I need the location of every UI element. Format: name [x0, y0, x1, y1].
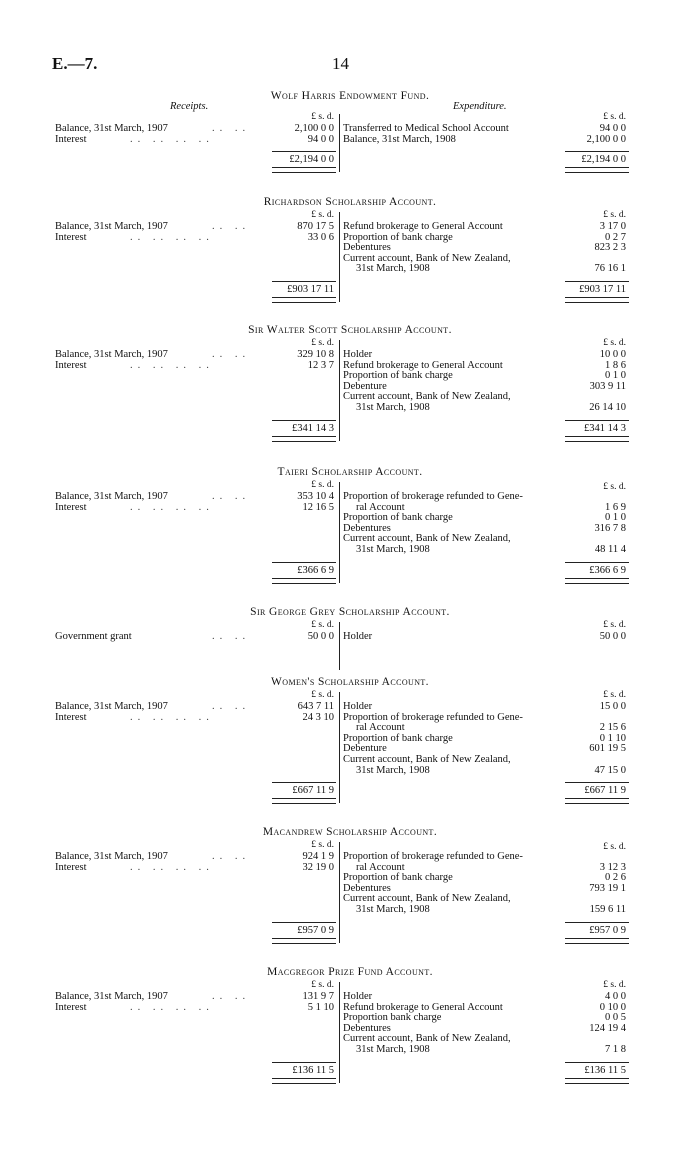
subtotal-rule	[565, 782, 629, 783]
column-divider	[339, 622, 340, 670]
receipts-total: £341 14 3	[292, 422, 334, 434]
section-title	[0, 826, 700, 838]
expenditure-label: Refund brokerage to General Account	[343, 359, 503, 371]
expenditure-label: Proportion of brokerage refunded to Gene-	[343, 711, 523, 723]
total-double-rule	[272, 436, 336, 442]
column-divider	[339, 842, 340, 943]
column-divider	[339, 340, 340, 441]
currency-header-expenditure: £ s. d.	[603, 620, 626, 630]
expenditure-amount: 316 7 8	[594, 522, 626, 534]
expenditure-amount: 0 10 0	[599, 1001, 626, 1013]
receipt-label: Balance, 31st March, 1907	[55, 221, 168, 232]
column-divider	[339, 692, 340, 803]
receipts-heading: Receipts.	[170, 101, 209, 112]
currency-header-receipts: £ s. d.	[311, 112, 334, 122]
expenditure-amount: 7 1 8	[605, 1044, 626, 1055]
receipts-total: £2,194 0 0	[289, 154, 334, 166]
leader-dots: .. ..	[212, 491, 251, 502]
expenditure-label: 31st March, 1908	[356, 1044, 430, 1055]
expenditure-label: 31st March, 1908	[356, 904, 430, 915]
leader-dots: .. ..	[212, 349, 251, 360]
expenditure-label: Holder	[343, 991, 373, 1002]
expenditure-label: Holder	[343, 349, 373, 360]
subtotal-rule	[565, 922, 629, 923]
expenditure-label: 31st March, 1908	[356, 263, 430, 275]
total-double-rule	[272, 578, 336, 584]
total-double-rule	[272, 938, 336, 944]
currency-header-expenditure: £ s. d.	[603, 112, 626, 122]
receipt-amount: 5 1 10	[307, 1001, 334, 1013]
expenditure-label: ral Account	[356, 501, 405, 513]
column-divider	[339, 212, 340, 302]
account-section	[0, 90, 700, 166]
receipt-label: Balance, 31st March, 1907	[55, 349, 168, 360]
section-title-text: Sir Walter Scott Scholarship Account.	[248, 324, 452, 336]
receipt-amount: 329 10 8	[297, 349, 334, 360]
expenditure-label: Debenture	[343, 743, 387, 755]
expenditure-amount: 0 0 5	[605, 1012, 626, 1024]
currency-header-receipts: £ s. d.	[311, 980, 334, 990]
account-section	[0, 466, 700, 576]
expenditure-label: Current account, Bank of New Zealand,	[343, 893, 511, 905]
expenditure-label: Proportion of bank charge	[343, 370, 453, 382]
currency-header-receipts: £ s. d.	[311, 210, 334, 220]
expenditure-amount: 793 19 1	[589, 882, 626, 894]
receipt-amount: 12 16 5	[302, 501, 334, 513]
expenditure-amount: 601 19 5	[589, 743, 626, 755]
expenditure-total: £366 6 9	[589, 564, 626, 576]
expenditure-amount: 0 1 0	[605, 370, 626, 382]
expenditure-label: Proportion bank charge	[343, 1012, 442, 1024]
expenditure-label: Transferred to Medical School Account	[343, 123, 509, 134]
currency-header-receipts: £ s. d.	[311, 840, 334, 850]
expenditure-label: Debentures	[343, 522, 391, 534]
expenditure-label: Current account, Bank of New Zealand,	[343, 252, 511, 264]
currency-header-expenditure: £ s. d.	[603, 210, 626, 220]
expenditure-amount: 1 8 6	[605, 359, 626, 371]
expenditure-label: Proportion of bank charge	[343, 732, 453, 744]
leader-dots: .. ..	[212, 991, 251, 1002]
expenditure-amount: 47 15 0	[594, 764, 626, 776]
receipt-label: Balance, 31st March, 1907	[55, 491, 168, 502]
subtotal-rule	[565, 1062, 629, 1063]
expenditure-total: £957 0 9	[589, 924, 626, 936]
receipt-amount: 643 7 11	[297, 701, 334, 712]
expenditure-label: Refund brokerage to General Account	[343, 221, 503, 232]
receipt-amount: 33 0 6	[307, 231, 334, 243]
leader-dots: .. .. .. ..	[130, 359, 214, 371]
section-title-text: Taieri Scholarship Account.	[277, 466, 423, 478]
receipts-total: £903 17 11	[287, 284, 334, 295]
expenditure-total: £136 11 5	[584, 1064, 626, 1076]
subtotal-rule	[565, 420, 629, 421]
expenditure-amount: 26 14 10	[589, 402, 626, 413]
expenditure-label: Debentures	[343, 882, 391, 894]
expenditure-amount: 3 12 3	[599, 861, 626, 873]
section-title-text: Women's Scholarship Account.	[271, 676, 429, 688]
total-double-rule	[565, 798, 629, 804]
column-divider	[339, 982, 340, 1083]
expenditure-total: £903 17 11	[579, 284, 626, 295]
expenditure-label: Current account, Bank of New Zealand,	[343, 391, 511, 403]
total-double-rule	[565, 578, 629, 584]
receipt-amount: 32 19 0	[302, 861, 334, 873]
expenditure-label: Proportion of brokerage refunded to Gene-	[343, 491, 523, 502]
section-title-text: Sir George Grey Scholarship Account.	[250, 606, 450, 618]
receipt-label: Balance, 31st March, 1907	[55, 123, 168, 134]
expenditure-label: Current account, Bank of New Zealand,	[343, 533, 511, 545]
subtotal-rule	[272, 420, 336, 421]
expenditure-label: Debentures	[343, 1022, 391, 1034]
account-section	[0, 196, 700, 295]
receipt-label: Balance, 31st March, 1907	[55, 851, 168, 862]
expenditure-amount: 0 1 10	[599, 732, 626, 744]
expenditure-total: £667 11 9	[584, 785, 626, 797]
expenditure-amount: 0 2 7	[605, 231, 626, 243]
section-title	[0, 966, 700, 978]
subtotal-rule	[565, 562, 629, 563]
subtotal-rule	[272, 922, 336, 923]
expenditure-amount: 4 0 0	[605, 991, 626, 1002]
subtotal-rule	[272, 281, 336, 282]
expenditure-label: 31st March, 1908	[356, 544, 430, 555]
total-double-rule	[565, 1078, 629, 1084]
account-section	[0, 826, 700, 936]
subtotal-rule	[272, 562, 336, 563]
expenditure-amount: 1 6 9	[605, 501, 626, 513]
account-section	[0, 324, 700, 434]
column-divider	[339, 482, 340, 583]
section-title-text: Macgregor Prize Fund Account.	[267, 966, 433, 978]
leader-dots: .. .. .. ..	[130, 501, 214, 513]
receipt-amount: 2,100 0 0	[294, 123, 334, 134]
expenditure-amount: 303 9 11	[589, 380, 626, 392]
currency-header-expenditure: £ s. d.	[603, 338, 626, 348]
receipt-amount: 131 9 7	[302, 991, 334, 1002]
expenditure-label: Proportion of brokerage refunded to Gene-	[343, 851, 523, 862]
expenditure-amount: 159 6 11	[589, 904, 626, 915]
currency-header-expenditure: £ s. d.	[603, 690, 626, 700]
leader-dots: .. .. .. ..	[130, 133, 214, 145]
receipt-label: Interest	[55, 861, 87, 873]
receipts-total: £366 6 9	[297, 564, 334, 576]
expenditure-label: Debentures	[343, 242, 391, 254]
expenditure-amount: 0 2 6	[605, 872, 626, 884]
account-section	[0, 676, 700, 797]
currency-header-expenditure: £ s. d.	[603, 842, 626, 852]
currency-header-receipts: £ s. d.	[311, 480, 334, 490]
expenditure-amount: 50 0 0	[599, 631, 626, 642]
total-double-rule	[272, 798, 336, 804]
expenditure-amount: 124 19 4	[589, 1022, 626, 1034]
total-double-rule	[565, 436, 629, 442]
receipt-label: Interest	[55, 133, 87, 145]
expenditure-label: Proportion of bank charge	[343, 512, 453, 524]
total-double-rule	[272, 1078, 336, 1084]
leader-dots: .. .. .. ..	[130, 1001, 214, 1013]
section-title-text: Richardson Scholarship Account.	[263, 196, 437, 208]
expenditure-amount: 76 16 1	[594, 263, 626, 275]
expenditure-label: Proportion of bank charge	[343, 231, 453, 243]
receipt-amount: 94 0 0	[307, 133, 334, 145]
currency-header-receipts: £ s. d.	[311, 620, 334, 630]
section-title	[0, 676, 700, 688]
section-title-text: Macandrew Scholarship Account.	[262, 826, 438, 838]
expenditure-label: ral Account	[356, 861, 405, 873]
expenditure-amount: 0 1 0	[605, 512, 626, 524]
leader-dots: .. .. .. ..	[130, 231, 214, 243]
receipt-label: Balance, 31st March, 1907	[55, 991, 168, 1002]
subtotal-rule	[272, 1062, 336, 1063]
expenditure-amount: 3 17 0	[599, 221, 626, 232]
expenditure-heading: Expenditure.	[453, 101, 507, 112]
section-title-text: Wolf Harris Endowment Fund.	[270, 90, 430, 102]
total-double-rule	[565, 167, 629, 173]
receipts-total: £667 11 9	[292, 785, 334, 797]
leader-dots: .. ..	[212, 631, 251, 642]
leader-dots: .. .. .. ..	[130, 711, 214, 723]
page-number: 14	[332, 54, 349, 73]
receipts-total: £957 0 9	[297, 924, 334, 936]
expenditure-amount: 2,100 0 0	[586, 133, 626, 145]
expenditure-amount: 48 11 4	[594, 544, 626, 555]
currency-header-receipts: £ s. d.	[311, 690, 334, 700]
expenditure-label: 31st March, 1908	[356, 764, 430, 776]
receipt-label: Interest	[55, 711, 87, 723]
expenditure-label: Current account, Bank of New Zealand,	[343, 1033, 511, 1045]
leader-dots: .. ..	[212, 701, 251, 712]
total-double-rule	[565, 297, 629, 303]
currency-header-expenditure: £ s. d.	[603, 482, 626, 492]
total-double-rule	[272, 297, 336, 303]
section-title	[0, 90, 700, 102]
expenditure-label: Holder	[343, 701, 373, 712]
total-double-rule	[272, 167, 336, 173]
expenditure-amount: 2 15 6	[599, 722, 626, 734]
subtotal-rule	[565, 151, 629, 152]
expenditure-label: Balance, 31st March, 1908	[343, 133, 456, 145]
receipt-label: Interest	[55, 231, 87, 243]
section-title	[0, 466, 700, 478]
leader-dots: .. ..	[212, 123, 251, 134]
receipt-label: Interest	[55, 359, 87, 371]
expenditure-label: ral Account	[356, 722, 405, 734]
expenditure-amount: 94 0 0	[599, 123, 626, 134]
receipt-amount: 353 10 4	[297, 491, 334, 502]
account-section	[0, 606, 700, 642]
currency-header-receipts: £ s. d.	[311, 338, 334, 348]
expenditure-label: Proportion of bank charge	[343, 872, 453, 884]
leader-dots: .. ..	[212, 851, 251, 862]
receipts-total: £136 11 5	[292, 1064, 334, 1076]
currency-header-expenditure: £ s. d.	[603, 980, 626, 990]
expenditure-total: £341 14 3	[584, 422, 626, 434]
page-reference: E.—7.	[52, 54, 98, 73]
leader-dots: .. ..	[212, 221, 251, 232]
receipt-amount: 50 0 0	[307, 631, 334, 642]
column-divider	[339, 114, 340, 172]
expenditure-label: Refund brokerage to General Account	[343, 1001, 503, 1013]
receipt-label: Interest	[55, 1001, 87, 1013]
leader-dots: .. .. .. ..	[130, 861, 214, 873]
total-double-rule	[565, 938, 629, 944]
expenditure-label: Debenture	[343, 380, 387, 392]
receipt-amount: 12 3 7	[307, 359, 334, 371]
expenditure-label: 31st March, 1908	[356, 402, 430, 413]
receipt-amount: 24 3 10	[302, 711, 334, 723]
expenditure-amount: 10 0 0	[599, 349, 626, 360]
receipt-amount: 924 1 9	[302, 851, 334, 862]
subtotal-rule	[565, 281, 629, 282]
section-title	[0, 606, 700, 618]
account-section	[0, 966, 700, 1076]
expenditure-label: Holder	[343, 631, 373, 642]
receipt-amount: 870 17 5	[297, 221, 334, 232]
section-title	[0, 324, 700, 336]
section-title	[0, 196, 700, 208]
subtotal-rule	[272, 151, 336, 152]
expenditure-label: Current account, Bank of New Zealand,	[343, 754, 511, 765]
receipt-label: Interest	[55, 501, 87, 513]
expenditure-amount: 15 0 0	[599, 701, 626, 712]
expenditure-amount: 823 2 3	[594, 242, 626, 254]
receipt-label: Government grant	[55, 631, 132, 642]
receipt-label: Balance, 31st March, 1907	[55, 701, 168, 712]
expenditure-total: £2,194 0 0	[581, 154, 626, 166]
subtotal-rule	[272, 782, 336, 783]
